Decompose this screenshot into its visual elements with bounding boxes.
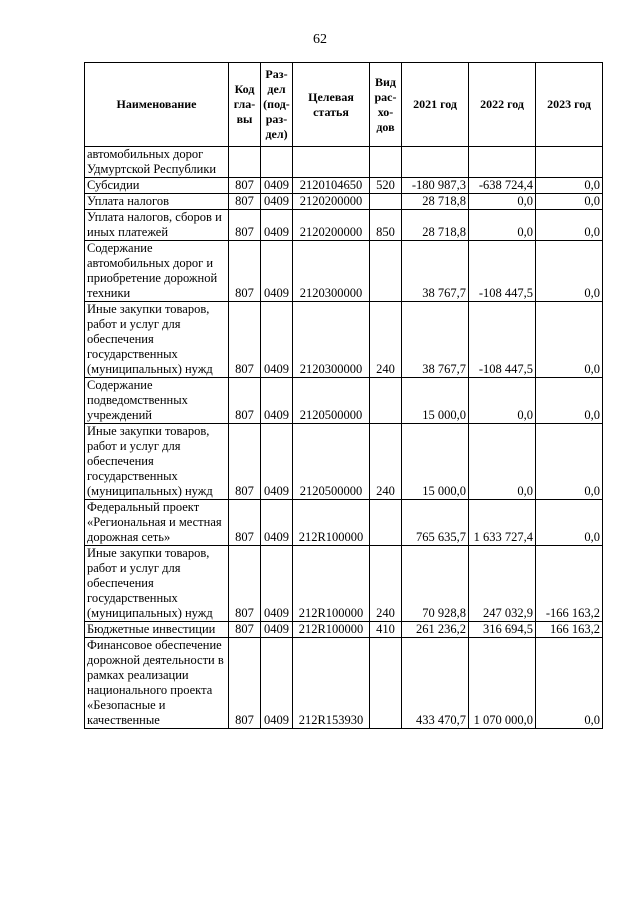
row-target-article bbox=[293, 147, 370, 178]
row-section-code: 0409 bbox=[261, 210, 293, 241]
row-expense-type bbox=[370, 241, 402, 302]
row-section-code: 0409 bbox=[261, 546, 293, 622]
row-value-2021: 261 236,2 bbox=[402, 622, 469, 638]
row-name: Иные закупки товаров, работ и услуг для обеспечения государственных (муниципальных) нужд bbox=[85, 546, 229, 622]
row-value-2023 bbox=[536, 147, 603, 178]
row-name: Субсидии bbox=[85, 178, 229, 194]
header-name: Наименование bbox=[85, 63, 229, 147]
header-2021: 2021 год bbox=[402, 63, 469, 147]
row-value-2021: 70 928,8 bbox=[402, 546, 469, 622]
header-2022: 2022 год bbox=[469, 63, 536, 147]
row-section-code: 0409 bbox=[261, 622, 293, 638]
row-value-2022: 316 694,5 bbox=[469, 622, 536, 638]
row-target-article: 212R100000 bbox=[293, 622, 370, 638]
row-value-2023: 0,0 bbox=[536, 241, 603, 302]
header-2023: 2023 год bbox=[536, 63, 603, 147]
row-expense-type: 520 bbox=[370, 178, 402, 194]
row-target-article: 2120104650 bbox=[293, 178, 370, 194]
row-value-2023: 0,0 bbox=[536, 210, 603, 241]
row-section-code: 0409 bbox=[261, 500, 293, 546]
row-target-article: 212R100000 bbox=[293, 546, 370, 622]
row-value-2021: 38 767,7 bbox=[402, 302, 469, 378]
row-value-2021 bbox=[402, 147, 469, 178]
row-name: Содержание автомобильных дорог и приобретение дорожной техники bbox=[85, 241, 229, 302]
row-name: Федеральный проект «Региональная и местная дорожная сеть» bbox=[85, 500, 229, 546]
row-target-article: 2120500000 bbox=[293, 378, 370, 424]
budget-table bbox=[84, 62, 603, 729]
row-name: Содержание подведомственных учреждений bbox=[85, 378, 229, 424]
row-value-2023: 0,0 bbox=[536, 500, 603, 546]
table-row bbox=[85, 241, 603, 302]
row-chapter-code: 807 bbox=[229, 241, 261, 302]
row-value-2023: -166 163,2 bbox=[536, 546, 603, 622]
row-target-article: 212R153930 bbox=[293, 638, 370, 729]
row-target-article: 2120200000 bbox=[293, 194, 370, 210]
table-row bbox=[85, 302, 603, 378]
row-expense-type: 850 bbox=[370, 210, 402, 241]
row-value-2023: 0,0 bbox=[536, 378, 603, 424]
row-section-code: 0409 bbox=[261, 194, 293, 210]
row-value-2023: 0,0 bbox=[536, 178, 603, 194]
table-row bbox=[85, 194, 603, 210]
table-row bbox=[85, 210, 603, 241]
row-chapter-code: 807 bbox=[229, 500, 261, 546]
row-value-2022: 0,0 bbox=[469, 378, 536, 424]
row-target-article: 2120200000 bbox=[293, 210, 370, 241]
row-value-2021: 15 000,0 bbox=[402, 378, 469, 424]
row-target-article: 2120300000 bbox=[293, 302, 370, 378]
row-expense-type: 410 bbox=[370, 622, 402, 638]
row-value-2022: -638 724,4 bbox=[469, 178, 536, 194]
row-expense-type bbox=[370, 378, 402, 424]
row-chapter-code: 807 bbox=[229, 378, 261, 424]
row-value-2022: -108 447,5 bbox=[469, 241, 536, 302]
header-section: Раз- дел (под- раз- дел) bbox=[261, 63, 293, 147]
table-body bbox=[85, 147, 603, 729]
row-value-2022: 1 070 000,0 bbox=[469, 638, 536, 729]
row-expense-type: 240 bbox=[370, 302, 402, 378]
header-chapter: Код гла- вы bbox=[229, 63, 261, 147]
row-name: Иные закупки товаров, работ и услуг для обеспечения государственных (муниципальных) нужд bbox=[85, 424, 229, 500]
row-value-2023: 0,0 bbox=[536, 302, 603, 378]
row-name: Уплата налогов bbox=[85, 194, 229, 210]
row-name: Иные закупки товаров, работ и услуг для обеспечения государственных (муниципальных) нужд bbox=[85, 302, 229, 378]
table-row bbox=[85, 622, 603, 638]
row-chapter-code: 807 bbox=[229, 622, 261, 638]
row-target-article: 2120300000 bbox=[293, 241, 370, 302]
row-value-2021: 433 470,7 bbox=[402, 638, 469, 729]
row-value-2022: -108 447,5 bbox=[469, 302, 536, 378]
table-row bbox=[85, 638, 603, 729]
table-row bbox=[85, 546, 603, 622]
row-expense-type bbox=[370, 194, 402, 210]
row-value-2022: 0,0 bbox=[469, 424, 536, 500]
row-value-2022: 1 633 727,4 bbox=[469, 500, 536, 546]
row-value-2023: 0,0 bbox=[536, 194, 603, 210]
row-section-code: 0409 bbox=[261, 378, 293, 424]
row-name: Уплата налогов, сборов и иных платежей bbox=[85, 210, 229, 241]
row-section-code: 0409 bbox=[261, 424, 293, 500]
row-name: Бюджетные инвестиции bbox=[85, 622, 229, 638]
row-value-2021: 765 635,7 bbox=[402, 500, 469, 546]
row-value-2023: 166 163,2 bbox=[536, 622, 603, 638]
row-value-2023: 0,0 bbox=[536, 638, 603, 729]
table-row bbox=[85, 147, 603, 178]
row-value-2021: 28 718,8 bbox=[402, 210, 469, 241]
row-expense-type: 240 bbox=[370, 424, 402, 500]
row-name: автомобильных дорог Удмуртской Республики bbox=[85, 147, 229, 178]
row-expense-type bbox=[370, 500, 402, 546]
row-chapter-code: 807 bbox=[229, 424, 261, 500]
row-section-code bbox=[261, 147, 293, 178]
row-chapter-code: 807 bbox=[229, 302, 261, 378]
row-value-2021: -180 987,3 bbox=[402, 178, 469, 194]
header-target: Целевая статья bbox=[293, 63, 370, 147]
row-name: Финансовое обеспечение дорожной деятельности в рамках реализации национального проекта «Безопасные и качественные bbox=[85, 638, 229, 729]
row-value-2022: 0,0 bbox=[469, 210, 536, 241]
table-row bbox=[85, 178, 603, 194]
row-section-code: 0409 bbox=[261, 638, 293, 729]
row-value-2021: 28 718,8 bbox=[402, 194, 469, 210]
row-value-2022: 0,0 bbox=[469, 194, 536, 210]
header-expense-type: Вид рас- хо- дов bbox=[370, 63, 402, 147]
row-value-2022: 247 032,9 bbox=[469, 546, 536, 622]
table-row bbox=[85, 500, 603, 546]
row-chapter-code: 807 bbox=[229, 638, 261, 729]
row-chapter-code bbox=[229, 147, 261, 178]
row-chapter-code: 807 bbox=[229, 194, 261, 210]
row-section-code: 0409 bbox=[261, 178, 293, 194]
row-section-code: 0409 bbox=[261, 302, 293, 378]
row-value-2023: 0,0 bbox=[536, 424, 603, 500]
row-chapter-code: 807 bbox=[229, 210, 261, 241]
table-row bbox=[85, 378, 603, 424]
row-chapter-code: 807 bbox=[229, 546, 261, 622]
row-expense-type bbox=[370, 638, 402, 729]
row-target-article: 2120500000 bbox=[293, 424, 370, 500]
row-section-code: 0409 bbox=[261, 241, 293, 302]
page-number: 62 bbox=[313, 32, 327, 47]
row-expense-type bbox=[370, 147, 402, 178]
row-value-2021: 15 000,0 bbox=[402, 424, 469, 500]
row-chapter-code: 807 bbox=[229, 178, 261, 194]
table-header-row bbox=[85, 63, 603, 147]
row-value-2022 bbox=[469, 147, 536, 178]
table-row bbox=[85, 424, 603, 500]
row-value-2021: 38 767,7 bbox=[402, 241, 469, 302]
row-expense-type: 240 bbox=[370, 546, 402, 622]
row-target-article: 212R100000 bbox=[293, 500, 370, 546]
